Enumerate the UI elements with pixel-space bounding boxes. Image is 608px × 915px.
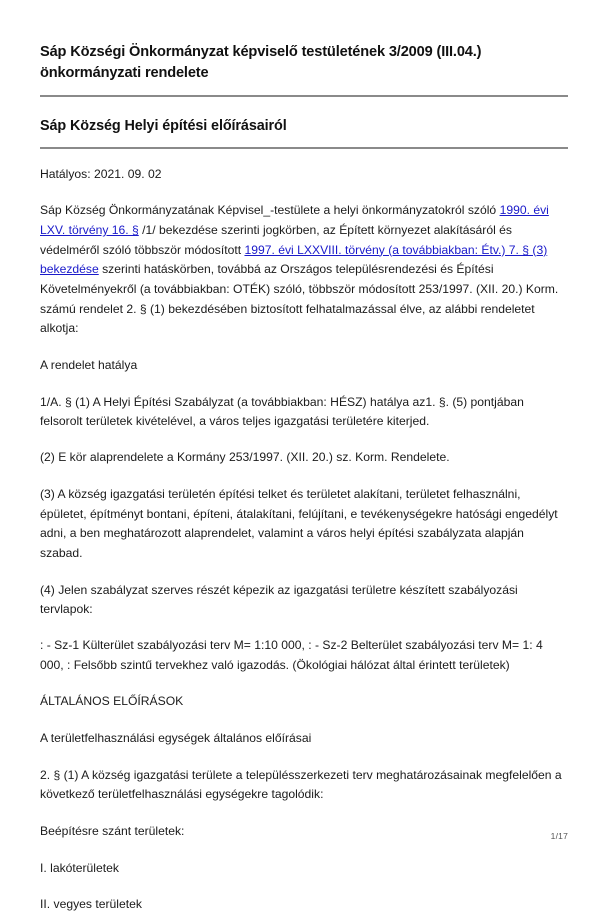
spacer [40,468,568,485]
preamble-text-part-3: szerinti hatáskörben, továbbá az Országos településrendezési és Építési Követelményekről (a továbbiakban: OTÉK) szóló, többször módosított 253/1997. (XII. 20.) Korm. számú rendelet 2. § (1) bekezdésében biztosított felhatalmazással élve, az alábbi rendeletet alkotja: [40,262,559,336]
spacer [40,842,568,859]
spacer [40,149,568,165]
preamble-text-part-1: Sáp Község Önkormányzatának Képvisel_-testülete a helyi önkormányzatokról szóló [40,203,500,218]
spacer [40,620,568,636]
law-link-1997-lxxviii[interactable]: 1997. évi LXXVIII. törvény (a továbbiakban: Étv.) 7. § (3) bekezdése [40,242,548,277]
list-item-mixed: II. vegyes területek [40,897,142,912]
spacer [40,184,568,201]
spacer [40,675,568,692]
document-subtitle: Sáp Község Helyi építési előírásairól [40,97,568,148]
general-provisions-subheading: A területfelhasználási egységek általános előírásai [40,731,312,746]
law-link-1990-lxv[interactable]: 1990. évi LXV. törvény 16. § [40,203,549,237]
spacer [40,878,568,895]
paragraph-4: (4) Jelen szabályzat szerves részét képezik az igazgatási területre készített szabályozási tervlapok: [40,582,518,617]
spacer [40,339,568,356]
scope-heading: A rendelet hatálya [40,358,138,373]
plan-sheets-list: : - Sz-1 Külterület szabályozási terv M= 1:10 000, : - Sz-2 Belterület szabályozási terv M= 1: 4 000, : Felsőbb szintű tervekhez való igazodás. (Ökológiai hálózat által érintett területek) [40,637,543,672]
spacer [40,564,568,581]
paragraph-1a: 1/A. § (1) A Helyi Építési Szabályzat (a továbbiakban: HÉSZ) hatálya az1. §. (5) pontjában felsorolt területek kivételével, a város teljes igazgatási területére kiterjed. [40,394,524,429]
page-number: 1/17 [550,831,568,841]
paragraph-3: (3) A község igazgatási területén építési telket és területet alakítani, területet felhasználni, épületet, építményt bontani, építeni, átalakítani, felújítani, e tevékenységekre hatósági engedélyt adni, a ben meghatározott alaprendelet, valamint a város helyi építési szabályzata alapján szabad. [40,486,558,560]
buildable-areas-label: Beépítésre szánt területek: [40,824,185,839]
paragraph-2: (2) E kör alaprendelete a Kormány 253/1997. (XII. 20.) sz. Korm. Rendelete. [40,450,450,465]
preamble-paragraph [40,201,568,339]
list-item-residential: I. lakóterületek [40,860,119,875]
preamble-text-part-2: /1/ bekezdése szerinti jogkörben, az Épített környezet alakításáról és védelméről szóló többször módosított [40,222,512,257]
page-title: Sáp Községi Önkormányzat képviselő testületének 3/2009 (III.04.) önkormányzati rendelete [40,42,568,97]
spacer [40,712,568,729]
paragraph-2-1: 2. § (1) A község igazgatási területe a településszerkezeti terv meghatározásainak megfelelően a következő területfelhasználási egységekre tagolódik: [40,767,562,802]
spacer [40,376,568,393]
spacer [40,749,568,766]
spacer [40,805,568,822]
general-provisions-heading: ÁLTALÁNOS ELŐÍRÁSOK [40,694,184,709]
effective-date: Hatályos: 2021. 09. 02 [40,166,162,181]
spacer [40,432,568,448]
